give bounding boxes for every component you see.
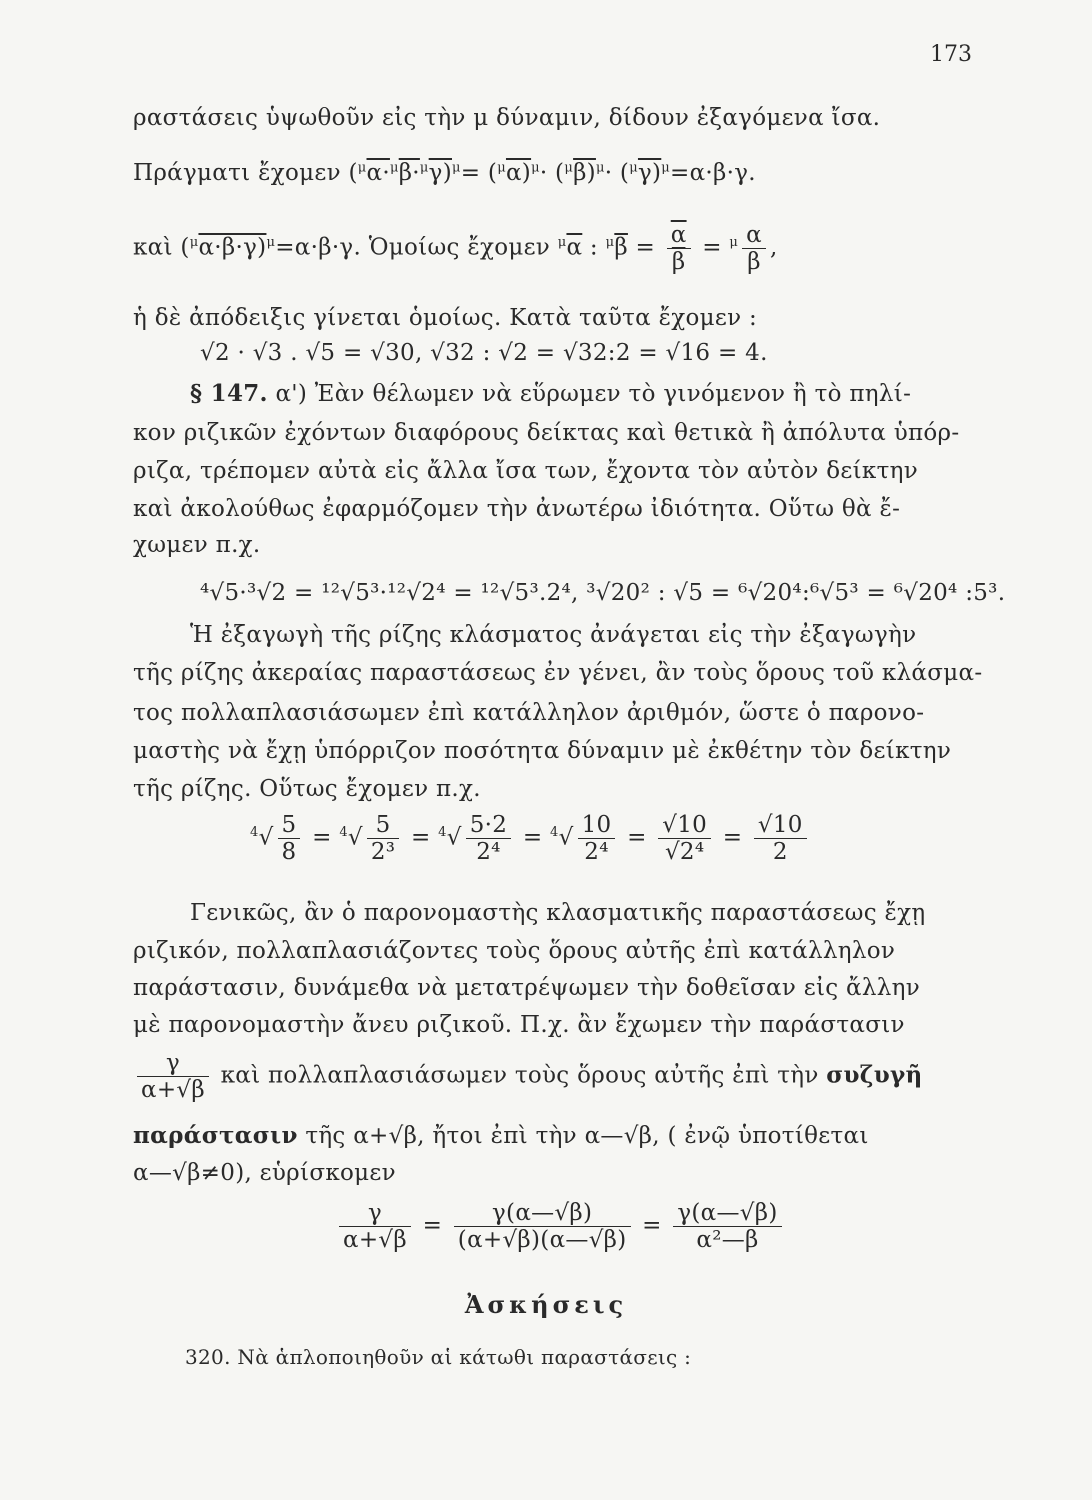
equals: = [642,1212,662,1239]
text-line-23 [133,1122,869,1149]
equation-line-25 [335,1200,786,1253]
exponent: μ [266,234,276,250]
denominator: 2 [772,839,788,865]
denominator: √2⁴ [664,839,705,865]
text-line-19: ριζικόν, πολλαπλασιάζοντες τοὺς ὅρους αὐτῆς ἐπὶ κατάλληλον [133,938,896,964]
text-line-4: ἡ δὲ ἀπόδειξις γίνεται ὁμοίως. Κατὰ ταῦτα ἔχομεν : [133,305,758,331]
denominator: β [671,249,686,275]
equation-line-5: √2 · √3 . √5 = √30, √32 : √2 = √32:2 = √16 = 4. [200,340,768,366]
fraction [137,1050,209,1103]
text-line-21: μὲ παρονομαστὴν ἄνευ ριζικοῦ. Π.χ. ἂν ἔχωμεν τὴν παράστασιν [133,1012,905,1038]
equation-line-11: ⁴√5·³√2 = ¹²√5³·¹²√2⁴ = ¹²√5³.2⁴, ³√20² : √5 = ⁶√20⁴:⁶√5³ = ⁶√20⁴ :5³. [200,580,1006,606]
numerator: √10 [658,812,711,839]
section-number: § 147. [190,380,268,407]
index: μ [605,234,615,250]
equals: = [312,824,332,851]
text-line-9: καὶ ἀκολούθως ἐφαρμόζομεν τὴν ἀνωτέρω ἰδιότητα. Οὕτω θὰ ἔ- [133,496,901,522]
denominator: β [747,249,761,275]
text: καὶ πολλαπλασιάσωμεν τοὺς ὅρους αὐτῆς ἐπὶ τὴν [212,1062,827,1089]
index: 4 [339,824,348,840]
numerator: γ(α—√β) [673,1200,781,1227]
radical: β· [398,160,420,186]
denominator: α+√β [343,1227,407,1253]
radical: α· [366,160,390,186]
fraction [742,222,766,275]
fraction [754,812,807,865]
text: καὶ ( [133,234,190,261]
fraction [673,1200,781,1253]
index: μ [629,160,638,176]
index: μ [564,160,574,176]
fraction [578,812,616,865]
radical: β) [573,160,596,186]
index: 4 [550,824,559,840]
equals: = [522,824,543,851]
numerator: α [742,222,766,249]
text-line-13: τῆς ρίζης ἀκεραίας παραστάσεως ἐν γένει, ἂν τοὺς ὅρους τοῦ κλάσμα- [133,660,983,686]
text: τῆς α+√β, ἤτοι ἐπὶ τὴν α—√β, ( ἐνῷ ὑποτίθεται [297,1123,869,1149]
index: μ [389,160,399,176]
text: · ( [604,160,630,186]
radical-sign: √ [258,824,274,851]
exponent: μ [661,160,671,176]
radical-sign: √ [558,824,574,851]
numerator: √10 [754,812,807,839]
section-line-6 [190,380,911,407]
text: = [627,234,663,261]
denominator: 8 [281,839,297,865]
fraction [658,812,711,865]
numerator: γ(α—√β) [454,1200,631,1227]
radical: γ) [428,160,452,186]
text-line-20: παράστασιν, δυνάμεθα νὰ μετατρέψωμεν τὴν δοθεῖσαν εἰς ἄλλην [133,975,920,1001]
radical: γ) [637,160,662,186]
text: : [582,234,606,261]
text: =α·β·γ. Ὁμοίως ἔχομεν [275,234,558,261]
fraction [278,812,301,865]
text-line-12: Ἡ ἐξαγωγὴ τῆς ρίζης κλάσματος ἀνάγεται εἰς τὴν ἐξαγωγὴν [190,622,917,648]
text-line-14: τος πολλαπλασιάσωμεν ἐπὶ κατάλληλον ἀριθμόν, ὥστε ὁ παρονο- [133,700,925,726]
exercise-320: 320. Νὰ ἁπλοποιηθοῦν αἱ κάτωθι παραστάσεις : [185,1345,692,1369]
text-line-18: Γενικῶς, ἂν ὁ παρονομαστὴς κλασματικῆς παραστάσεως ἔχῃ [190,900,926,926]
denominator: α+√β [141,1077,205,1103]
numerator: γ [137,1050,209,1077]
denominator: 2⁴ [584,839,609,865]
text-line-8: ριζα, τρέπομεν αὐτὰ εἰς ἄλλα ἴσα των, ἔχοντα τὸν αὐτὸν δείκτην [133,458,918,484]
numerator: $\overline{\alpha}$ [667,222,691,249]
text: , [769,234,778,261]
exponent: μ [595,160,605,176]
denominator: 2³ [370,839,396,865]
bold-term: συζυγῆ [826,1061,923,1089]
index: μ [357,160,367,176]
section-heading: Ἀσκήσεις [464,1290,628,1319]
equation-line-3 [133,222,778,275]
index: 4 [250,824,259,840]
radical: α) [505,160,532,186]
text: · ( [539,160,565,186]
denominator: 2⁴ [476,839,501,865]
index: μ [557,234,567,250]
text-line-1: ραστάσεις ὑψωθοῦν εἰς τὴν μ δύναμιν, δίδουν ἐξαγόμενα ἴσα. [133,105,881,131]
denominator: (α+√β)(α—√β) [457,1227,627,1253]
text-line-10: χωμεν π.χ. [133,532,261,558]
text-line-7: κον ριζικῶν ἐχόντων διαφόρους δείκτας καὶ θετικὰ ἢ ἀπόλυτα ὑπόρ- [133,420,960,446]
fraction [454,1200,631,1253]
text-line-24: α—√β≠0), εὑρίσκομεν [133,1160,396,1186]
equals: = [627,824,647,851]
equals: = [422,1212,443,1239]
equals: = [410,824,431,851]
equals: = [722,824,743,851]
fraction [339,1200,411,1253]
exponent: μ [531,160,540,176]
text: = [694,234,730,261]
fraction [466,812,511,865]
numerator: γ [339,1200,411,1227]
page-number: 173 [930,42,972,67]
numerator: 10 [578,812,616,839]
bold-term: παράστασιν [133,1122,298,1149]
numerator: 5·2 [466,812,511,839]
text: =α·β·γ. [670,160,756,186]
text: α') Ἐὰν θέλωμεν νὰ εὕρωμεν τὸ γινόμενον ἢ τὸ πηλί- [267,381,912,407]
text-line-22 [133,1050,923,1103]
index: μ [419,160,429,176]
text: = ( [460,160,498,186]
radical-sign: √ [347,824,363,851]
numerator: 5 [278,812,301,839]
text-line-16: τῆς ρίζης. Οὕτως ἔχομεν π.χ. [133,776,481,802]
denominator: α²—β [696,1227,759,1253]
radical: $\overline{\beta}$ [614,234,628,261]
index: μ [497,160,506,176]
index: 4 [438,824,447,840]
equation-line-2 [133,160,756,186]
text-line-15: μαστὴς νὰ ἔχῃ ὑπόρριζον ποσότητα δύναμιν μὲ ἐκθέτην τὸν δείκτην [133,738,952,764]
radical-sign: √ [446,824,462,851]
index: μ [189,234,199,250]
radical: $\overline{\alpha}$ [566,234,583,261]
index: μ [729,234,739,250]
exponent: μ [452,160,461,176]
radical: α·β·γ) [198,234,267,261]
fraction [367,812,399,865]
text: Πράγματι ἔχομεν ( [133,160,358,186]
fraction [667,222,691,275]
numerator: 5 [367,812,399,839]
equation-line-17 [250,812,811,865]
